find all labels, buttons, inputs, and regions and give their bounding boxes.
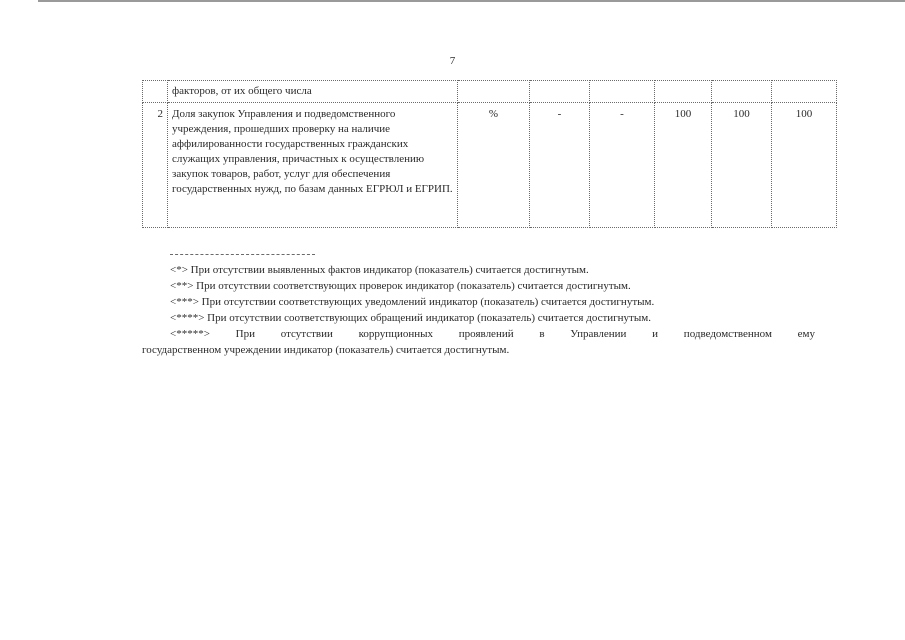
row-number-cell: 2 <box>143 103 168 228</box>
value-cell: - <box>590 103 655 228</box>
row-number-cell <box>143 81 168 103</box>
value-cell <box>655 81 712 103</box>
unit-cell: % <box>458 103 530 228</box>
top-border-line <box>38 0 905 2</box>
footnote-item: <****> При отсутствии соответствующих обращений индикатор (показатель) считается достигнутым. <box>170 312 651 324</box>
footnote-item-last <box>142 326 815 342</box>
value-cell <box>712 81 772 103</box>
unit-cell <box>458 81 530 103</box>
value-cell: 100 <box>655 103 712 228</box>
value-cell <box>590 81 655 103</box>
footnote-item: <***> При отсутствии соответствующих уведомлений индикатор (показатель) считается достигнутым. <box>170 296 655 308</box>
indicator-name-cell: Доля закупок Управления и подведомственного учреждения, прошедших проверку на наличие аффилированности государственных гражданских служащих управления, причастных к осуществлению закупок товаров, работ, услуг для обеспечения государственных нужд, по базам данных ЕГРЮЛ и ЕГРИП. <box>168 103 458 228</box>
table-row <box>143 81 837 103</box>
table-row <box>143 103 837 228</box>
value-cell: - <box>530 103 590 228</box>
value-cell: 100 <box>712 103 772 228</box>
indicators-table <box>142 80 837 228</box>
indicator-name-cell: факторов, от их общего числа <box>168 81 458 103</box>
footnote-separator <box>170 254 315 255</box>
footnote-item: <**> При отсутствии соответствующих проверок индикатор (показатель) считается достигнутым. <box>170 280 631 292</box>
footnotes-block <box>142 262 815 358</box>
value-cell <box>772 81 837 103</box>
page-number: 7 <box>449 55 456 67</box>
footnote-last-line1: <*****> При отсутствии коррупционных проявлений в Управлении и подведомственном ему <box>170 328 815 340</box>
value-cell: 100 <box>772 103 837 228</box>
value-cell <box>530 81 590 103</box>
footnote-item: <*> При отсутствии выявленных фактов индикатор (показатель) считается достигнутым. <box>170 264 589 276</box>
footnote-last-line2: государственном учреждении индикатор (показатель) считается достигнутым. <box>142 344 510 356</box>
